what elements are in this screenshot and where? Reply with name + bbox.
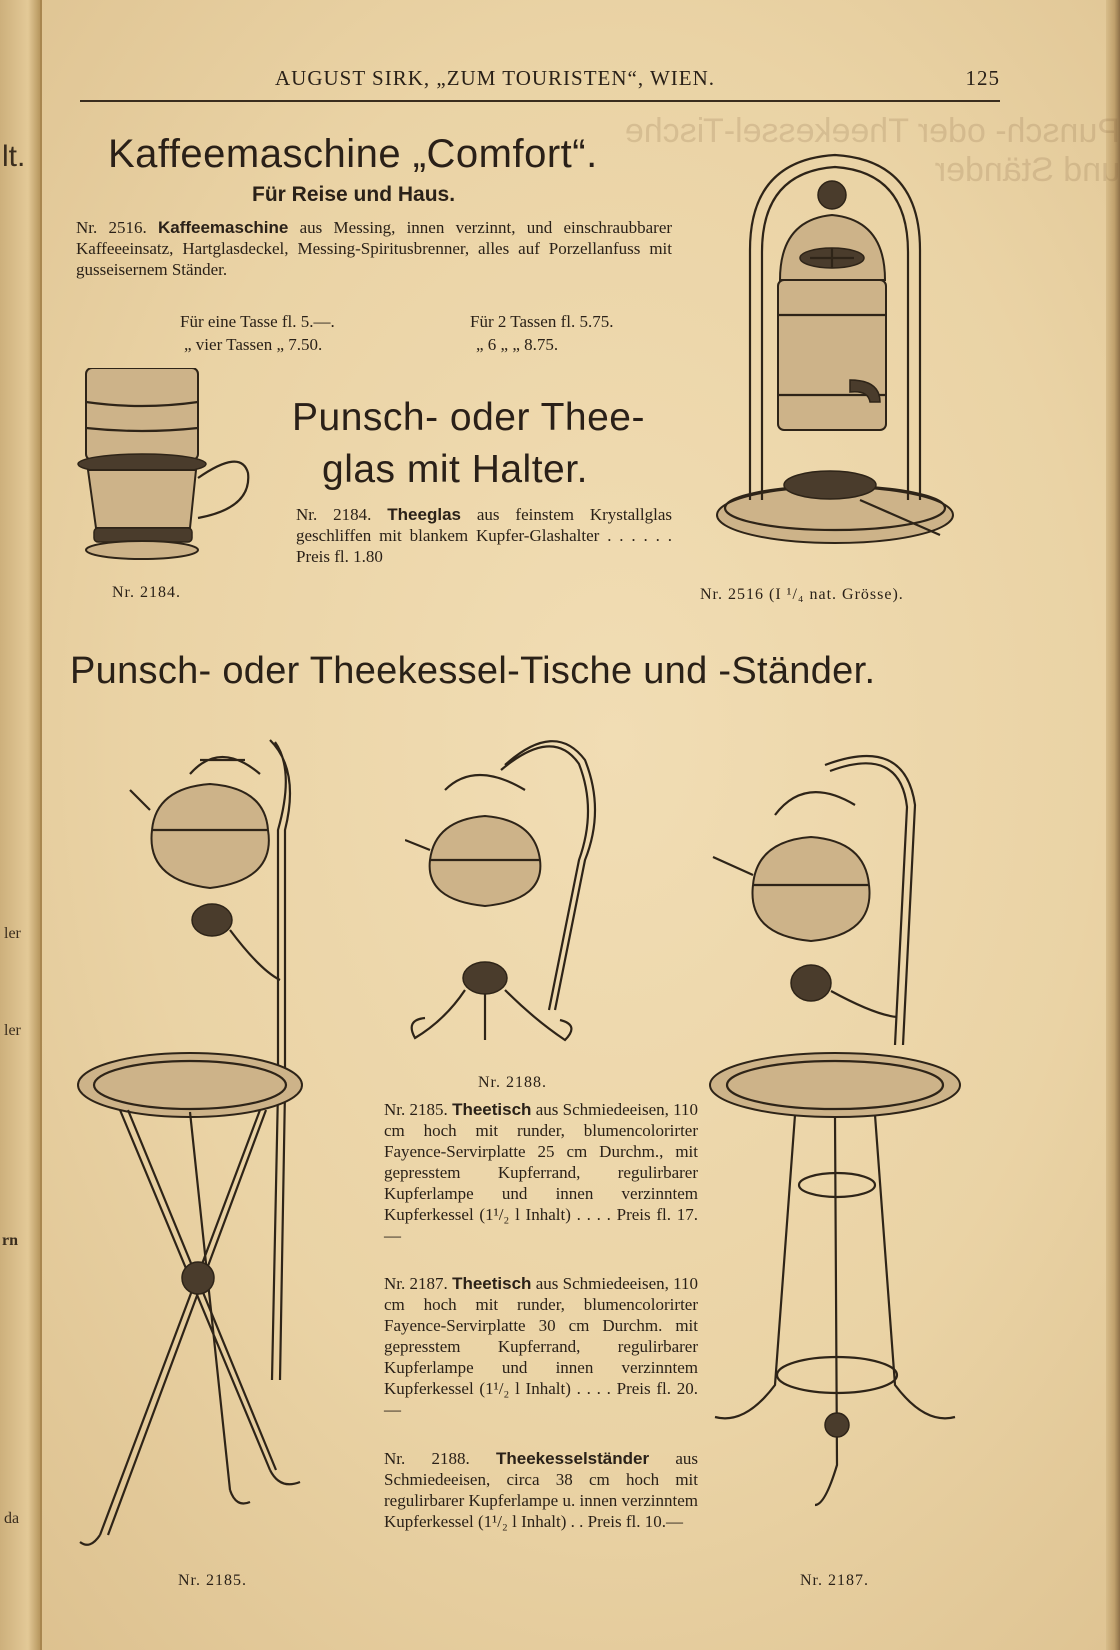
header-title: AUGUST SIRK, „ZUM TOURISTEN“, WIEN.	[275, 66, 716, 90]
caption-2188: Nr. 2188.	[478, 1074, 547, 1091]
caption-2184: Nr. 2184.	[112, 584, 181, 601]
coffee-machine-illustration	[710, 140, 960, 550]
running-header	[80, 64, 1000, 102]
item-name: Kaffeemaschine	[157, 218, 289, 237]
left-page-edge	[0, 0, 42, 1650]
item-name: Theetisch	[452, 1274, 532, 1293]
section-title: Punsch- oder Theekessel-Tische und -Ständer.	[70, 650, 876, 692]
item-number: Nr. 2188.	[384, 1449, 470, 1468]
item-name: Theeglas	[387, 505, 461, 524]
item-text: aus Schmiedeeisen, 110 cm hoch mit runder, blumencolorirter Fayence-Servirplatte 25 cm Durchm., mit gepresstem Kupferrand, regulirbarer Kupferlampe und innen verzinntem Kupferkessel (1¹/₂ l Inhalt) . . . . Preis fl. 17.—	[384, 1100, 699, 1245]
margin-fragment: lt.	[2, 140, 26, 173]
tea-glass-illustration	[76, 368, 266, 568]
item-description-2185	[384, 1099, 698, 1246]
margin-fragment: ler	[4, 925, 21, 942]
coffee-price: „ vier Tassen „ 7.50.	[184, 335, 323, 354]
item-number: Nr. 2185.	[384, 1100, 448, 1119]
item-name: Theekesselständer	[496, 1449, 650, 1468]
coffee-price: Für eine Tasse fl. 5.—.	[180, 312, 335, 331]
item-text: aus Schmiedeeisen, 110 cm hoch mit runder, blumencolorirter Fayence-Servirplatte 30 cm Durchm. mit gepresstem Kupferrand, regulirbarer Kupferlampe und innen verzinntem Kupferkessel (1¹/₂ l Inhalt) . . . . Preis fl. 20.—	[384, 1274, 699, 1419]
tea-table-2187-illustration	[705, 745, 975, 1550]
item-description-2187	[384, 1273, 698, 1420]
tea-glass-description	[296, 504, 672, 567]
coffee-subtitle: Für Reise und Haus.	[252, 183, 456, 206]
item-text: aus feinstem Krystallglas geschliffen mit blankem Kupfer-Glashalter . . . . . . Preis fl. 1.80	[296, 505, 673, 566]
caption-2185: Nr. 2185.	[178, 1572, 247, 1589]
page-number: 125	[965, 66, 1000, 90]
item-description-2188	[384, 1448, 698, 1532]
coffee-title: Kaffeemaschine „Comfort“.	[108, 132, 598, 176]
tea-table-2185-illustration	[70, 730, 370, 1560]
item-name: Theetisch	[452, 1100, 532, 1119]
item-number: Nr. 2516.	[76, 218, 147, 237]
caption-2187: Nr. 2187.	[800, 1572, 869, 1589]
item-text: aus Schmiedeeisen, circa 38 cm hoch mit regulirbarer Kupferlampe u. innen verzinntem Kupferkessel (1¹/₂ l Inhalt) . . Preis fl. 10.—	[384, 1449, 699, 1531]
tea-glass-title-line1: Punsch- oder Thee-	[292, 396, 645, 439]
right-page-edge	[1106, 0, 1120, 1650]
item-number: Nr. 2187.	[384, 1274, 448, 1293]
margin-fragment: da	[4, 1510, 20, 1527]
coffee-description	[76, 217, 672, 280]
kettle-stand-2188-illustration	[405, 720, 635, 1065]
item-text: aus Messing, innen verzinnt, und einschraubbarer Kaffeeeinsatz, Hartglasdeckel, Messing-Spiritusbrenner, alles auf Porzellanfuss mit gusseisernem Ständer.	[76, 218, 673, 279]
margin-fragment: rn	[2, 1232, 18, 1249]
tea-glass-title-line2: glas mit Halter.	[322, 448, 588, 491]
item-number: Nr. 2184.	[296, 505, 372, 524]
margin-fragment: ler	[4, 1022, 21, 1039]
caption-2516: Nr. 2516 (I ¹/₄ nat. Grösse).	[700, 586, 904, 603]
coffee-price: Für 2 Tassen fl. 5.75.	[470, 312, 614, 331]
coffee-price: „ 6 „ „ 8.75.	[476, 335, 559, 354]
bleed-through-text: Punsch- oder Theekessel-Tische und Ständer	[624, 112, 1120, 189]
